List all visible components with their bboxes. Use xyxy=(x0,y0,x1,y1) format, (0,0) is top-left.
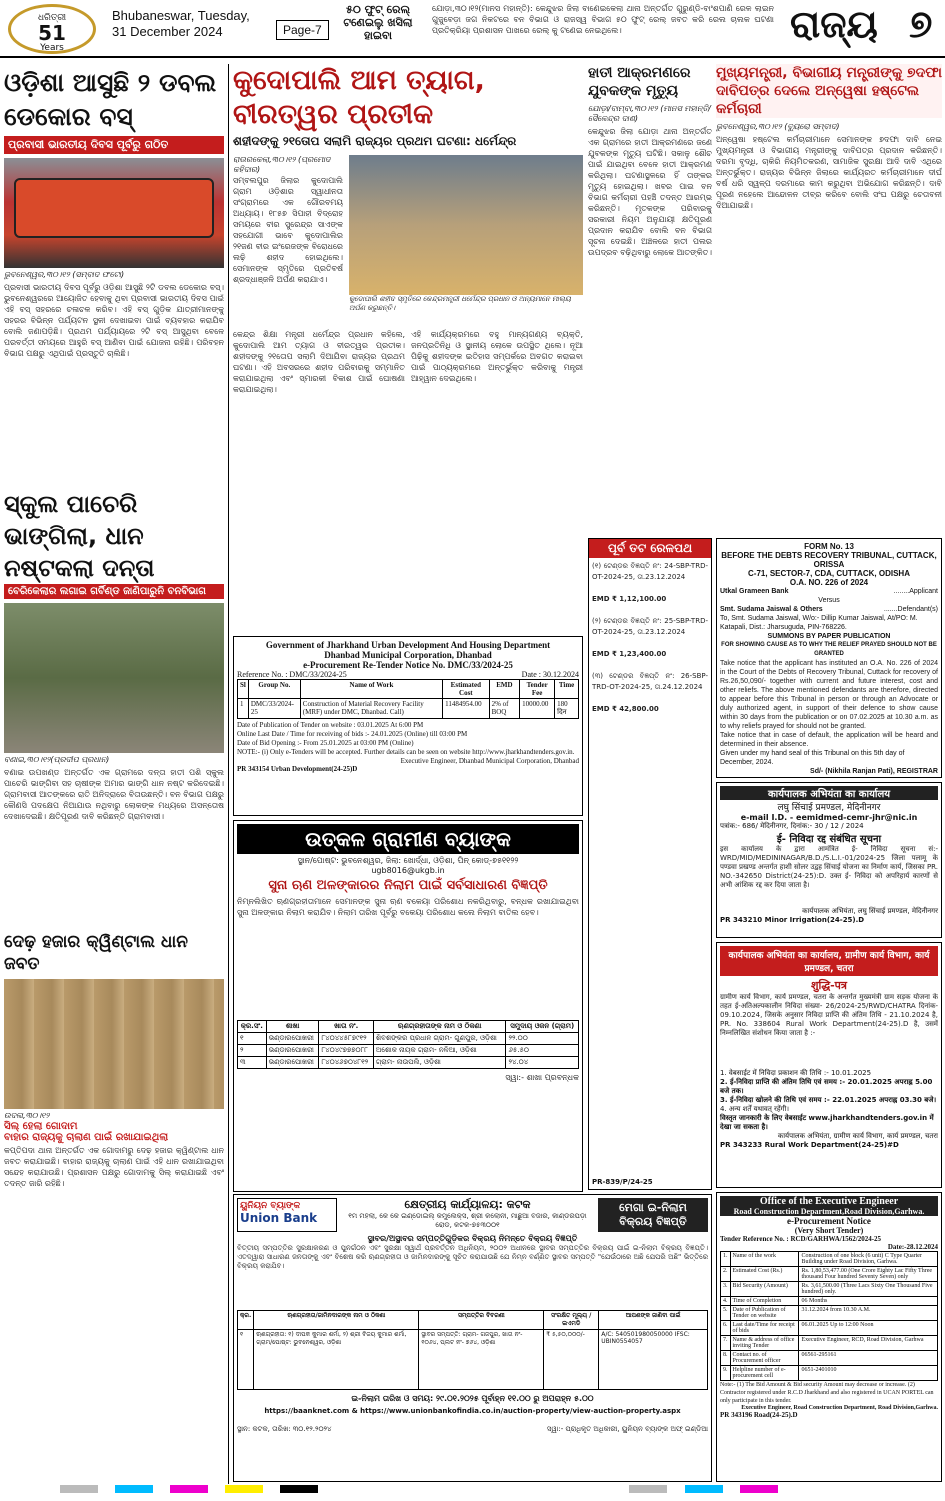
table-row xyxy=(721,1366,938,1381)
dmc-cell: 1 xyxy=(238,699,249,719)
elephant-headline: ହାତୀ ଆକ୍ରମଣରେ ଯୁବକଙ୍କ ମୃତ୍ୟୁ xyxy=(588,65,691,99)
color-mark xyxy=(170,1485,208,1493)
dmc-signer: Executive Engineer, Dhanbad Municipal Corporation, Dhanbad xyxy=(400,757,579,765)
drt-form: FORM No. 13 xyxy=(804,542,854,551)
chatra-item: 2. ई-निविदा प्राप्ति की अंतिम तिथि एवं समय :- 20.01.2025 अपराह्न 5.00 बजे तक। xyxy=(720,1078,933,1095)
table-row xyxy=(721,1336,938,1351)
school-wall-photo xyxy=(4,603,224,753)
paddy-sacks-photo xyxy=(4,979,224,1109)
table-row xyxy=(721,1297,938,1306)
dmc-col-cost: Estimated Cost xyxy=(443,680,489,699)
hostel-body: ଅନ୍ୱେଷା ହଷ୍ଟେଲ କର୍ମଚାରୀମାନେ ସେମାନଙ୍କ ୭ଦଫା ଦାବି ନେଇ ମୁଖ୍ୟମନ୍ତ୍ରୀ ଓ ବିଭାଗୀୟ ମନ୍ତ୍ରୀଙ୍କୁ ଦାବିପତ୍ର ପ୍ରଦାନ କରିଛନ୍ତି। ଦରମା ବୃଦ୍ଧି, ଚାକିରି ନିୟମିତକରଣ, ସାମାଜିକ ସୁରକ୍ଷା ଆଦି ଦାବି ଏଥିରେ ଅନ୍ତର୍ଭୁକ୍ତ। ରାଜ୍ୟର ବିଭିନ୍ନ ଜିଲାରେ କାର୍ଯ୍ୟରତ କର୍ମଚାରୀମାନେ ଦୀର୍ଘ ବର୍ଷ ଧରି ସ୍ୱଳ୍ପ ଦରମାରେ କାମ କରୁଥିବା ଅଭିଯୋଗ କରିଛନ୍ତି। ଦାବି ପୂରଣ ନହେଲେ ଆନ୍ଦୋଳନ ତୀବ୍ର କରିବେ ବୋଲି ସଂଘ ପକ୍ଷରୁ ଚେତାବନୀ ଦିଆଯାଇଛି। xyxy=(716,135,942,210)
chatra-notice-title: शुद्धि-पत्र xyxy=(810,979,847,992)
teaser-brief: ଯୋଡ଼ା,୩୦।୧୨(ମାନସ ମହାନ୍ତି): କେନ୍ଦୁଝର ଜିଲା ବାଣେଇକେଲା ଥାନା ଅନ୍ତର୍ଗତ ଗୁରୁଣ୍ଡି-ବାଂଶପାଣି ରେଳ ଲାଇନ ଗୁଜୁବେଡ଼ା ଜଗ ନିକଟରେ ବନ ବିଭାଗ ଓ ରାଜସ୍ୱ ବିଭାଗ ୫୦ ଫୁଟ୍ ରେଲ୍ ଜବତ କରି ରେଲ ଚାଲକ ଘଟଣା ପ୍ରତିକ୍ରିୟା ପ୍ରଶାସନ ପାଖରେ ରେଲ୍ କୁ ଟଣେଇ ନେଇଥିଲେ। xyxy=(432,4,774,35)
drt-body: Take notice that the applicant has instituted an O.A. No. 226 of 2024 in the Court of the Debts of Recovery Tribunal, Cuttack for recovery of Rs.26,50,090/- together with current and future interest, cost and other reliefs. The above mentioned defendants are therefore, directed to appear before this Tribunal in person or through an Advocate or duly authorized agent, in support of their defence to show cause within 30 days from the publication or on 07.02.2025 at 10.30 a.m. as to why reliefs prayed for should not be granted. xyxy=(720,660,938,730)
chatra-item: 1. वेबसाईट में निविदा प्रकाशन की तिथि :- 10.01.2025 xyxy=(720,1069,872,1077)
masthead xyxy=(0,0,945,58)
anniversary-logo xyxy=(8,4,96,54)
garhwa-cell: 0651-2401010 xyxy=(799,1366,938,1381)
garhwa-date: Date:-28.12.2024 xyxy=(887,1243,938,1251)
utkal-cell: ୩ xyxy=(238,1057,267,1069)
bus-photo xyxy=(4,158,224,268)
garhwa-cell: 06561-295161 xyxy=(799,1351,938,1366)
union-col: ସମ୍ପତ୍ତିର ବିବରଣୀ xyxy=(419,1311,544,1330)
school-headline: ସ୍କୁଲ ପାଚେରି ଭାଙ୍ଗିଲା, ଧାନ ନଷ୍ଟକଲା ଦନ୍ତା xyxy=(4,490,155,582)
drt-title: BEFORE THE DEBTS RECOVERY TRIBUNAL, CUTTACK, ORISSA xyxy=(721,551,937,569)
dmc-cell: 11484954.00 xyxy=(443,699,489,719)
bus-headline: ଓଡ଼ିଶା ଆସୁଛି ୨ ଡବଲ ଡେକୋର ବସ୍ xyxy=(4,68,217,131)
ecor-emd-1: EMD ₹ 1,12,100.00 xyxy=(592,595,667,603)
utkal-cell: ଭଣ୍ଡାରପୋଖରୀ xyxy=(266,1057,319,1069)
utkal-cell: ଶିବଶଙ୍କର ପ୍ରଧାନ ଗ୍ରାମ- ଗୁଣପୁର, ଓଡ଼ିଶା xyxy=(373,1033,506,1045)
garhwa-tender-ad xyxy=(716,1192,942,1482)
union-cell: ସ୍ଥାବର ସମ୍ପତ୍ତି: ଗ୍ରାମ- ଗଜପୁର, ଖାତା ନଂ- ୧୦୬୪, ପ୍ଲଟ ନଂ- ୭୬୪, ଓଡ଼ିଶା xyxy=(419,1330,544,1390)
utkal-bank-email: ugb8016@ukgb.in xyxy=(371,866,445,875)
garhwa-cell: 4. xyxy=(721,1297,731,1306)
bus-subheadline: ପ୍ରବାସୀ ଭାରତୀୟ ଦିବସ ପୂର୍ବରୁ ଗଠିତ xyxy=(4,136,224,154)
color-mark xyxy=(225,1485,263,1493)
union-col: କ୍ର. xyxy=(238,1311,254,1330)
dmc-date-1: Date of Publication of Tender on website : 03.01.2025 At 6:00 PM xyxy=(237,721,424,729)
logo-subtext: Years xyxy=(40,43,64,53)
garhwa-cell: Executive Engineer, RCD, Road Division, Garhwa xyxy=(799,1336,938,1351)
union-col: ଋଣଗ୍ରହୀତା/ଜାମିନଦାରଙ୍କ ନାମ ଓ ଠିକଣା xyxy=(254,1311,419,1330)
dmc-cell: 180 दिन xyxy=(555,699,579,719)
drt-address: C-71, SECTOR-7, CDA, CUTTACK, ODISHA xyxy=(748,569,910,578)
union-cell: A/C: 540501980050000 IFSC: UBIN0554057 xyxy=(599,1330,708,1390)
garhwa-ref: Tender Reference No. : RCD/GARHWA/1562/2024-25 xyxy=(720,1235,882,1243)
garhwa-cell: Rs. 1,80,53,477.00 (One Crore Eighty Lac Fifty Three thousand Four hundred Seventy Seven) only xyxy=(799,1267,938,1282)
union-col: ଆପଣଙ୍କ ଜାଣିବା ପାଇଁ xyxy=(599,1311,708,1330)
hostel-dateline: ଭୁବନେଶ୍ୱର,୩୦।୧୨ (ବ୍ୟୁରୋ ସମ୍ବାଦ) xyxy=(716,122,840,131)
garhwa-cell: Name of the work xyxy=(730,1252,799,1267)
medini-title: कार्यपालक अभियंता का कार्यालय xyxy=(720,786,938,800)
medini-email: e-mail I.D. - eemidmed-cemr-jhr@nic.in xyxy=(740,813,918,822)
dmc-col-time: Time xyxy=(555,680,579,699)
color-mark xyxy=(685,1485,723,1493)
garhwa-signer: Executive Engineer, Road Construction Department, Road Division,Garhwa. xyxy=(741,1405,938,1411)
ecor-item-2: (୨) ଟେଣ୍ଡର ବିଜ୍ଞପ୍ତି ନଂ: 25-SBP-TRD-OT-2024-25, ତା.23.12.2024 xyxy=(592,617,708,636)
garhwa-cell: Rs. 3,61,500.00 (Three Lacs Sixty One Thousand Five hundred) only. xyxy=(799,1282,938,1297)
utkal-signer: ସ୍ୱା:- ଶାଖା ପ୍ରବନ୍ଧକ xyxy=(505,1073,579,1082)
lead-body-2: କେନ୍ଦ୍ର ଶିକ୍ଷା ମନ୍ତ୍ରୀ ଧର୍ମେନ୍ଦ୍ର ପ୍ରଧାନ କହିଲେ, କୁଦୋପାଲି ଆମ ତ୍ୟାଗ ଓ ବୀରତ୍ୱର ପ୍ରତୀକ। ଶହୀଦଙ୍କୁ ୨୧ତୋପ ସଲାମି ଦିଆଯିବା ରାଜ୍ୟର ପ୍ରଥମ ଘଟଣା। ଏହି ଅବସରରେ ଶହୀଦ ପରିବାରକୁ ସମ୍ମାନିତ କରାଯାଇଥିଲା ଏବଂ ସ୍ମାରକୀ ବିକାଶ ପାଇଁ ଘୋଷଣା କରାଯାଇଥିଲା। xyxy=(233,330,405,394)
drt-summons-sub: FOR SHOWING CAUSE AS TO WHY THE RELIEF PRAYED SHOULD NOT BE GRANTED xyxy=(721,642,937,657)
lead-subheadline: ଶହୀଦଙ୍କୁ ୨୧ତୋପ ସଲାମି ରାଜ୍ୟର ପ୍ରଥମ ଘଟଣା: ଧର୍ମେନ୍ଦ୍ର xyxy=(233,134,517,148)
garhwa-table xyxy=(720,1251,938,1381)
print-color-marks xyxy=(0,1481,945,1497)
dmc-table xyxy=(237,679,579,719)
drt-applicant: Utkal Grameen Bank xyxy=(720,588,789,595)
utkal-col: ଋଣଗ୍ରହୀତାଙ୍କ ନାମ ଓ ଠିକଣା xyxy=(373,1021,506,1033)
union-cell: ୧ xyxy=(238,1330,254,1390)
garhwa-cell: 6. xyxy=(721,1321,731,1336)
union-office: କ୍ଷେତ୍ରୀୟ କାର୍ଯ୍ୟାଳୟ: କଟକ xyxy=(404,1198,531,1211)
dmc-title-1: Government of Jharkhand Urban Development And Housing Department xyxy=(265,640,551,650)
garhwa-cell: 7. xyxy=(721,1336,731,1351)
utkal-cell: ୬୫.୫୦ xyxy=(506,1045,579,1057)
logo-text: ଧରିତ୍ରୀ xyxy=(37,13,67,23)
elephant-dateline: ଯୋଡ଼ା/ବାମ୍ବା,୩୦।୧୨ (ମାନସ ମହାନ୍ତି/ସୈଳେନ୍ଦ୍ର ଦାଶ) xyxy=(588,104,711,123)
chatra-signer: कार्यपालक अभियंता, ग्रामीण कार्य विभाग, कार्य प्रमण्डल, चतरा xyxy=(777,1132,938,1140)
color-mark xyxy=(740,1485,778,1493)
garhwa-pr: PR 343196 Road(24-25).D xyxy=(720,1411,798,1419)
table-row xyxy=(721,1321,938,1336)
paddy-bullet-1: ସିଲ୍ ହେଲା ଗୋଦାମ xyxy=(4,1121,78,1132)
garhwa-cell: Bid Security (Amount) xyxy=(730,1282,799,1297)
garhwa-cell: Time of Completion xyxy=(730,1297,799,1306)
lead-body-3: ଏହି କାର୍ଯ୍ୟକ୍ରମରେ ବହୁ ମାନ୍ୟଗଣ୍ୟ ବ୍ୟକ୍ତି, ଜନପ୍ରତିନିଧି ଓ ସ୍ଥାନୀୟ ଲୋକେ ଉପସ୍ଥିତ ଥିଲେ। ନୂଆ ପିଢ଼ିକୁ ଶହୀଦଙ୍କ ଇତିହାସ ସମ୍ପର୍କରେ ଅବଗତ କରାଇବା ପାଇଁ ପାଠ୍ୟକ୍ରମରେ ଅନ୍ତର୍ଭୁକ୍ତ କରିବାକୁ ମନ୍ତ୍ରୀ ଆହ୍ୱାନ ଦେଇଥିଲେ। xyxy=(411,330,583,383)
drt-defendant-role: .......Defendant(s) xyxy=(883,606,938,613)
elephant-story xyxy=(588,64,712,534)
dmc-date-2: Online Last Date / Time for receiving of bids :- 24.01.2025 (Online) till 03:00 PM xyxy=(237,730,468,738)
drt-versus: Versus xyxy=(818,597,840,604)
medininagar-notice-ad xyxy=(716,782,942,938)
garhwa-cell: 8. xyxy=(721,1351,731,1366)
paddy-body: କପ୍ତିପଦା ଥାନା ଅନ୍ତର୍ଗତ ଏକ ଗୋଦାମରୁ ଦେଢ଼ ହଜାର କ୍ୱିଣ୍ଟାଲ ଧାନ ଜବତ କରାଯାଇଛି। ବାହାର ରାଜ୍ୟକୁ ଚାଲାଣ ପାଇଁ ଏହି ଧାନ ରଖାଯାଇଥିବା ସନ୍ଦେହ କରାଯାଉଛି। ପ୍ରଶାସନ ପକ୍ଷରୁ ଗୋଦାମକୁ ସିଲ୍ କରାଯାଇଛି ଏବଂ ତଦନ୍ତ ଜାରି ରହିଛି। xyxy=(4,1146,224,1188)
lead-dateline: ରାଉରକେଲା,୩୦।୧୨ (ପ୍ରମୋଦ କହିଦାର) xyxy=(233,155,331,174)
dmc-title-3: e-Procurement Re-Tender Notice No. DMC/33/2024-25 xyxy=(303,660,513,670)
dmc-cell: 2% of BOQ xyxy=(489,699,520,719)
union-mega-title: ମେଗା ଇ-ନିଲାମ ବିକ୍ରୟ ବିଜ୍ଞପ୍ତି xyxy=(598,1198,708,1232)
union-table xyxy=(237,1310,708,1390)
dmc-tender-ad xyxy=(233,636,583,816)
table-row xyxy=(721,1252,938,1267)
union-office-address: ୧ମ ମହଲା, କେ କେ ଇଣ୍ଡୋଇଲ୍ କମ୍ପ୍ଲେକ୍ସ, ଶ୍ରୀ କଲୋନୀ, ମାଛୁଆ ବଜାର, କାଣ୍ଡରପଡ଼ା ରୋଡ, କଟକ-୭୫୩୦୦୧ xyxy=(348,1212,587,1229)
chatra-body: ग्रामीण कार्य विभाग, कार्य प्रमण्डल, चतरा के अन्तर्गत मुख्यमंत्री ग्राम सड़क योजना के तहत ई-अतिअल्पकालीन निविदा संख्या- 26/2024-25/RWD/CHATRA दिनांक- 09.10.2024, जिसके अनुसार निविदा प्राप्ति की अंतिम तिथि - 21.10.2024 है, PR. No. 338604 Rural Work Department(24-25).D है, उसमें निम्नलिखित संशोधन किया जाता है :- xyxy=(720,993,938,1037)
medini-sub: लघु सिंचाई प्रमण्डल, मेदिनीनगर xyxy=(777,803,881,813)
garhwa-cell: 06 Months xyxy=(799,1297,938,1306)
ecor-tender-ad xyxy=(588,538,712,1190)
utkal-cell: ୮୪୦୪୬୭୦୪୮୧୨ xyxy=(319,1057,373,1069)
drt-given: Given under my hand seal of this Tribunal on this 5th day of December, 2024. xyxy=(720,750,905,766)
dmc-col-emd: EMD xyxy=(489,680,520,699)
chatra-pr: PR 343233 Rural Work Department(24-25)#D xyxy=(720,1141,899,1149)
lead-photo xyxy=(349,155,583,295)
chatra-web: विस्तृत जानकारी के लिए वेबसाईट www.jharkhandtenders.gov.in में देखा जा सकता है। xyxy=(720,1114,934,1131)
utkal-cell: ୨ xyxy=(238,1045,267,1057)
section-title xyxy=(790,2,932,47)
garhwa-cell: 06.01.2025 Up to 12:00 Noon xyxy=(799,1321,938,1336)
lead-story xyxy=(233,64,583,634)
ecor-emd-2: EMD ₹ 1,23,400.00 xyxy=(592,650,667,658)
page-number: Page-7 xyxy=(276,20,329,40)
utkal-cell: ୮୪୦୪୯୭୭୭୦୮୮ xyxy=(319,1045,373,1057)
dmc-date-3: Date of Bid Opening :- From 25.01.2025 at 03:00 PM (Online) xyxy=(237,739,414,747)
utkal-cell: ୨୨.୦୦ xyxy=(506,1033,579,1045)
dmc-cell: Construction of Material Recovery Facility (MRF) under DMC, Dhanbad. Call) xyxy=(300,699,442,719)
color-mark xyxy=(629,1485,667,1493)
union-intro: ସ୍ଥାବର/ଅସ୍ଥାବର ସମ୍ପତ୍ତିଗୁଡ଼ିକର ବିକ୍ରୟ ନିମନ୍ତେ ବିକ୍ରୟ ବିଜ୍ଞପ୍ତି xyxy=(367,1234,578,1243)
union-signer: ସ୍ୱା:- ପ୍ରାଧିକୃତ ଅଧିକାରୀ, ୟୁନିୟନ ବ୍ୟାଙ୍କ ଅଫ୍ ଇଣ୍ଡିଆ xyxy=(546,1425,708,1433)
ecor-emd-3: EMD ₹ 42,800.00 xyxy=(592,705,659,713)
medini-signer: कार्यपालक अभियंता, लघु सिंचाई प्रमण्डल, मेदिनीनगर xyxy=(802,907,938,915)
union-website[interactable]: https://baanknet.com & https://www.unionbankofindia.co.in/auction-property/view-auction-property.aspx xyxy=(264,1407,681,1415)
logo-number: 51 xyxy=(38,21,66,45)
dmc-col-work: Name of Work xyxy=(300,680,442,699)
lead-headline: କୁଦୋପାଲି ଆମ ତ୍ୟାଗ, ବୀରତ୍ୱର ପ୍ରତୀକ xyxy=(233,65,485,130)
garhwa-cell: 5. xyxy=(721,1306,731,1321)
table-row xyxy=(238,1033,579,1045)
utkal-cell: ଅଶୋକ ନାୟକ ଗ୍ରାମ- ନଳିଆ, ଓଡ଼ିଶା xyxy=(373,1045,506,1057)
dmc-col-sl: Sl xyxy=(238,680,249,699)
chatra-corrigendum-ad xyxy=(716,942,942,1188)
lead-body-1: ସମ୍ବଲପୁର ଜିଲାର କୁଦୋପାଲି ଗ୍ରାମ ଓଡ଼ିଶାର ସ୍ୱାଧୀନତା ସଂଗ୍ରାମରେ ଏକ ଗୌରବମୟ ଅଧ୍ୟାୟ। ୧୮୫୭ ସିପାହୀ ବିଦ୍ରୋହ ସମୟରେ ବୀର ସୁରେନ୍ଦ୍ର ସାଏଙ୍କ ସହଯୋଗୀ ଭାବେ କୁଦୋପାଲିର ୨୧ଜଣ ବୀର ଇଂରେଜଙ୍କ ବିରୋଧରେ ଲଢ଼ି ଶହୀଦ ହୋଇଥିଲେ। ସେମାନଙ୍କ ସ୍ମୃତିରେ ପ୍ରତିବର୍ଷ ଶ୍ରଦ୍ଧାଞ୍ଜଳି ଅର୍ପଣ କରାଯାଏ। xyxy=(233,176,343,284)
table-row xyxy=(238,1045,579,1057)
dmc-pr: PR 343154 Urban Development(24-25)D xyxy=(237,765,358,773)
medini-body: इस कार्यालय के द्वारा आमंत्रित ई- निविदा सूचना सं:- WRD/MID/MEDININAGAR/B.D./S.L.I.-01/2024-25 जिला पलामू के पण्डवा प्रखण्ड अन्तर्गत हाशी सोलर उद्वह सिंचाई योजना का निर्माण कार्य, जिसका PR. NO.-342650 District(24-25):D. उक्त ई- निविदा को अपरिहार्य कारणों से अभी आंशिक रद्द कर दिया जाता है। xyxy=(720,845,938,889)
utkal-table xyxy=(237,1020,579,1069)
union-bank-ad xyxy=(233,1194,712,1482)
utkal-auction-body: ନିମ୍ନଲିଖିତ ଋଣଗ୍ରହୀତାମାନେ ସେମାନଙ୍କ ସୁନା ଋଣ ବକେୟା ପରିଶୋଧ ନକରିଥିବାରୁ, ବନ୍ଧକ ରଖାଯାଇଥିବା ସୁନା ଅଳଙ୍କାର ନିଲାମ କରାଯିବ। ନିଲାମ ତାରିଖ ପୂର୍ବରୁ ବକେୟା ପରିଶୋଧ କଲେ ନିଲାମ ବାତିଲ ହେବ। xyxy=(237,897,579,917)
garhwa-cell: Last date/Time for receipt of bids xyxy=(730,1321,799,1336)
union-cell: ₹ ୫,୫୦,୦୦୦/- xyxy=(544,1330,599,1390)
drt-summons: SUMMONS BY PAPER PUBLICATION xyxy=(767,633,891,640)
utkal-col: ସମୁଦାୟ ଓଜନ (ଗ୍ରାମ) xyxy=(506,1021,579,1033)
dmc-date: Date : 30.12.2024 xyxy=(521,670,579,679)
utkal-col: ଖାତା ନଂ. xyxy=(319,1021,373,1033)
medini-notice-title: ई- निविदा रद्द संबंधित सूचना xyxy=(776,834,882,845)
chatra-item: 4. अन्य शर्तें यथावत् रहेंगी। xyxy=(720,1105,790,1113)
table-row xyxy=(721,1306,938,1321)
hostel-staff-story xyxy=(716,64,942,534)
color-mark xyxy=(280,1485,318,1493)
dmc-ref: Reference No. : DMC/33/2024-25 xyxy=(237,670,347,679)
dmc-cell: 10000.00 xyxy=(520,699,555,719)
utkal-bank-name: ଉତ୍କଳ ଗ୍ରାମୀଣ ବ୍ୟାଙ୍କ xyxy=(237,824,579,854)
ecor-pr: PR-839/P/24-25 xyxy=(592,1178,653,1186)
dateline xyxy=(112,8,250,40)
medini-ref: पत्रांक:- 686/ मेदिनीनगर, दिनांक:- 30 / 12 / 2024 xyxy=(720,822,864,830)
union-auction-date: ଇ-ନିଲାମ ତାରିଖ ଓ ସମୟ: ୨୯.୦୧.୨୦୨୫ ପୂର୍ବାହ୍ନ ୧୧.୦୦ ରୁ ଅପରାହ୍ନ ୫.୦୦ xyxy=(351,1394,594,1403)
dmc-col-fee: Tender Fee xyxy=(520,680,555,699)
left-column xyxy=(4,66,224,1486)
lead-caption: କୁଦୋପାଲି ଶହୀଦ ସ୍ମୃତିରେ କେନ୍ଦ୍ରମନ୍ତ୍ରୀ ଧର୍ମେନ୍ଦ୍ର ପ୍ରଧାନ ଓ ଅନ୍ୟମାନେ ମାଲ୍ୟ ଅର୍ପଣ କରୁଛନ୍ତି। xyxy=(349,295,571,312)
utkal-cell: ୮୪୦୪୪୫୮୭୯୧୨ xyxy=(319,1033,373,1045)
column-divider xyxy=(228,64,229,1484)
section-name: ରାଜ୍ୟ xyxy=(790,2,878,46)
bus-shape xyxy=(14,178,214,238)
paddy-headline: ଦେଢ଼ ହଜାର କ୍ୱିଣ୍ଟାଲ ଧାନ ଜବତ xyxy=(4,932,188,974)
dmc-title-2: Dhanbad Municipal Corporation, Dhanbad xyxy=(324,650,492,660)
table-row xyxy=(238,1057,579,1069)
union-brand: Union Bank xyxy=(240,1211,318,1225)
dmc-col-group: Group No. xyxy=(248,680,300,699)
bus-dateline: ଭୁବନେଶ୍ୱର,୩୦।୧୨ (ସମ୍ବାଦ ଫଟୋ) xyxy=(4,270,125,279)
garhwa-title: Office of the Executive Engineer xyxy=(720,1196,938,1207)
dmc-note: NOTE:- (i) Only e-Tenders will be accepted. Further details can be seen on website http://www.jharkhandtenders.gov.in. xyxy=(237,748,575,756)
section-page: ୭ xyxy=(909,2,933,46)
utkal-cell: ଗ୍ରାମ- ନାଉପଲି, ଓଡ଼ିଶା xyxy=(373,1057,506,1069)
utkal-col: କ୍ର.ସଂ. xyxy=(238,1021,267,1033)
union-brand-odia: ୟୁନିୟନ ବ୍ୟାଙ୍କ xyxy=(240,1201,301,1211)
garhwa-cell: Estimated Cost (Rs.) xyxy=(730,1267,799,1282)
drt-registrar: Sd/- (Nikhila Ranjan Pati), REGISTRAR xyxy=(810,768,938,775)
chatra-item: 3. ई-निविदा खोलने की तिथि एवं समय :- 22.01.2025 अपराह्न 03.30 बजे। xyxy=(720,1096,937,1104)
school-dateline: ବଣାଇ,୩୦।୧୨(ପ୍ରଦୀପ ପ୍ରଧାନ) xyxy=(4,755,110,764)
table-row xyxy=(238,699,579,719)
drt-oa: O.A. NO. 226 of 2024 xyxy=(789,578,869,587)
utkal-bank-ad xyxy=(233,820,583,1192)
teaser-headline: ୫୦ ଫୁଟ୍ ରେଲ୍ ଟଣେଇଲୁ ଖସିଲା ହାଇବା xyxy=(343,3,413,42)
utkal-cell: ଭଣ୍ଡାରପୋଖରୀ xyxy=(266,1033,319,1045)
union-col: ସଂରକ୍ଷିତ ମୂଲ୍ୟ / ଇଏମଡି xyxy=(544,1311,599,1330)
garhwa-cell: Contact no. of Procurement officer xyxy=(730,1351,799,1366)
color-mark xyxy=(115,1485,153,1493)
garhwa-cell: 1. xyxy=(721,1252,731,1267)
bus-body: ପ୍ରବାସୀ ଭାରତୀୟ ଦିବସ ପୂର୍ବରୁ ଓଡ଼ିଶା ଆସୁଛି ୨ଟି ଡବଲ ଡେକୋର ବସ୍। ଭୁବନେଶ୍ୱରରେ ଆୟୋଜିତ ହେବାକୁ ଥିବା ପ୍ରବାସୀ ଭାରତୀୟ ଦିବସ ପାଇଁ ଏହି ବସ୍ ସହରରେ ଚଳାଚଳ କରିବ। ଏହି ବସ୍ ଗୁଡ଼ିକ ଯାତ୍ରୀମାନଙ୍କୁ ସହରର ବିଭିନ୍ନ ପର୍ଯ୍ୟଟନ ସ୍ଥଳୀ ଦେଖାଇବା ପାଇଁ ବ୍ୟବହାର କରାଯିବ ବୋଲି ଜଣାପଡ଼ିଛି। ପ୍ରଥମ ପର୍ଯ୍ୟାୟରେ ୨ଟି ବସ୍ ଆସୁଥିବା ବେଳେ ପରବର୍ତ୍ତୀ ସମୟରେ ଆହୁରି ବସ୍ ଆଣିବା ପାଇଁ ଯୋଜନା ରହିଛି। ପରିବହନ ବିଭାଗ ପକ୍ଷରୁ ଏଥିପାଇଁ ପ୍ରସ୍ତୁତି ଚାଲିଛି। xyxy=(4,283,224,358)
garhwa-cell: 9. xyxy=(721,1366,731,1381)
garhwa-notice: e-Procurement Notice xyxy=(787,1216,871,1226)
utkal-cell: ୨୪.୦୪ xyxy=(506,1057,579,1069)
union-place-date: ସ୍ଥାନ: କଟକ, ତାରିଖ: ୩୦.୧୨.୨୦୨୪ xyxy=(237,1425,332,1433)
table-row xyxy=(721,1267,938,1282)
chatra-title: कार्यपालक अभियंता का कार्यालय, ग्रामीण कार्य विभाग, कार्य प्रमण्डल, चतरा xyxy=(720,946,938,976)
drt-to: To, Smt. Sudama Jaiswal, W/o:- Dillip Kumar Jaiswal, At/PO: M. Katapali, Dist.: Jharsuguda, PIN-768226. xyxy=(720,615,918,631)
garhwa-cell: 2. xyxy=(721,1267,731,1282)
ecor-item-3: (୩) ଟେଣ୍ଡର ବିଜ୍ଞପ୍ତି ନଂ: 26-SBP-TRD-OT-2024-25, ତା.24.12.2024 xyxy=(592,672,708,691)
utkal-bank-address: ସ୍ଥାନ/ପୋଷ୍ଟ: ଭୁବନେଶ୍ୱର, ଜିଲା: ଖୋର୍ଦ୍ଧା, ଓଡ଼ିଶା, ପିନ୍ କୋଡ୍-୭୫୧୧୨୨ xyxy=(297,856,519,865)
ecor-title: ପୂର୍ବ ତଟ ରେଳପଥ xyxy=(589,539,711,558)
garhwa-note: Note:- (1) The Bid Amount & Bid security Amount may decrease or increase. (2) Contractor registered under R.C.D Jharkhand and also registered in UCAN PORTEL can only participate in this tender. xyxy=(720,1382,934,1404)
paddy-dateline: ଉଦଳା,୩୦।୧୨ xyxy=(4,1111,50,1120)
school-body: ବଣାଇ ଉପଖଣ୍ଡ ଅନ୍ତର୍ଗତ ଏକ ଗ୍ରାମରେ ଦନ୍ତା ହାତୀ ପଶି ସ୍କୁଲ ପାଚେରି ଭାଙ୍ଗିବା ସହ ଚାଷୀଙ୍କ ଅମାର ଭାଙ୍ଗି ଧାନ ନଷ୍ଟ କରିଦେଇଛି। ଗ୍ରାମବାସୀ ଆତଙ୍କରେ ରାତି ଅନିଦ୍ରାରେ ବିତାଉଛନ୍ତି। ବନ ବିଭାଗ ପକ୍ଷରୁ କୌଣସି ପଦକ୍ଷେପ ନିଆଯାଉ ନଥିବାରୁ ଲୋକଙ୍କ ମଧ୍ୟରେ ଅସନ୍ତୋଷ ଦେଖାଦେଇଛି। କ୍ଷତିପୂରଣ ଦାବି କରିଛନ୍ତି ଗ୍ରାମବାସୀ। xyxy=(4,768,224,821)
school-subheadline: ବେରିକେଲାର ଲଗାଇ ଗର୍ବିଣ୍ଡ ଜାଣିପାରୁନି ବନବିଭାଗ xyxy=(4,584,224,599)
union-bank-logo xyxy=(237,1198,337,1232)
ecor-item-1: (୧) ଟେଣ୍ଡର ବିଜ୍ଞପ୍ତି ନଂ: 24-SBP-TRD-OT-2024-25, ତା.23.12.2024 xyxy=(592,562,708,581)
garhwa-cell: Date of Publication of Tender on website xyxy=(730,1306,799,1321)
garhwa-cell: Helpline number of e-procurement cell xyxy=(730,1366,799,1381)
garhwa-cell: Name & address of office inviting Tender xyxy=(730,1336,799,1351)
union-cell: ଋଣଗ୍ରହୀତା: ୧) ଦୀପକ କୁମାର ଶର୍ମା, ୨) ଶ୍ରୀ ବିଜୟ କୁମାର ଶର୍ମା, ଗ୍ରାମ/ପୋଷ୍ଟ: ଭୁବନେଶ୍ୱର, ଓଡ଼ିଶା xyxy=(254,1330,419,1390)
utkal-auction-title: ସୁନା ଋଣ ଅଳଙ୍କାରର ନିଲାମ ପାଇଁ ସର୍ବସାଧାରଣ ବିଜ୍ଞପ୍ତି xyxy=(268,878,548,893)
garhwa-sub: Road Construction Department,Road Division,Garhwa. xyxy=(720,1207,938,1216)
utkal-cell: ୧ xyxy=(238,1033,267,1045)
color-mark xyxy=(60,1485,98,1493)
dmc-cell: DMC/33/2024-25 xyxy=(248,699,300,719)
table-row xyxy=(238,1330,708,1390)
elephant-body: କେନ୍ଦୁଝର ଜିଲା ଯୋଡ଼ା ଥାନା ଅନ୍ତର୍ଗତ ଏକ ଗ୍ରାମରେ ହାତୀ ଆକ୍ରମଣରେ ଜଣେ ଯୁବକଙ୍କ ମୃତ୍ୟୁ ଘଟିଛି। ସକାଳୁ ଶୌଚ ପାଇଁ ଯାଇଥିବା ବେଳେ ହାତୀ ଆକ୍ରମଣ କରିଥିଲା। ଘଟଣାସ୍ଥଳରେ ହିଁ ତାଙ୍କର ମୃତ୍ୟୁ ହୋଇଥିଲା। ଖବର ପାଇ ବନ ବିଭାଗ କର୍ମଚାରୀ ପହଞ୍ଚି ତଦନ୍ତ ଆରମ୍ଭ କରିଛନ୍ତି। ମୃତକଙ୍କ ପରିବାରକୁ ସରକାରୀ ନିୟମ ଅନୁଯାୟୀ କ୍ଷତିପୂରଣ ପ୍ରଦାନ କରାଯିବ ବୋଲି ବନ ବିଭାଗ ସୂଚନା ଦେଇଛି। ଅଞ୍ଚଳରେ ହାତୀ ପଲର ଉପଦ୍ରବ ବଢ଼ିଥିବାରୁ ଲୋକେ ଆତଙ୍କିତ। xyxy=(588,127,712,257)
union-body: ବିତ୍ତୀୟ ସମ୍ପତ୍ତିର ସୁରକ୍ଷାକରଣ ଓ ପୁନର୍ଗଠନ ଏବଂ ସୁରକ୍ଷା ସ୍ୱାର୍ଥ ପ୍ରବର୍ତ୍ତନ ଅଧିନିୟମ, ୨୦୦୨ ଅଧୀନରେ ସ୍ଥାବର ସମ୍ପତ୍ତିର ବିକ୍ରୟ ପାଇଁ ଇ-ନିଲାମ ବିକ୍ରୟ ବିଜ୍ଞପ୍ତି। ଏତଦ୍ୱାରା ସାଧାରଣ ଜନତାଙ୍କୁ ଏବଂ ବିଶେଷ କରି ଋଣଗ୍ରହୀତା ଓ ଜାମିନଦାରଙ୍କୁ ସୂଚିତ କରାଯାଉଛି ଯେ ନିମ୍ନ ବର୍ଣ୍ଣିତ ସ୍ଥାବର ସମ୍ପତ୍ତି "ଯେଉଁଠାରେ ଅଛି ଯେପରି ଅଛି" ଭିତ୍ତିରେ ବିକ୍ରୟ କରାଯିବ। xyxy=(237,1244,708,1270)
table-row xyxy=(721,1351,938,1366)
garhwa-cell: 31.12.2024 from 10.30 A.M. xyxy=(799,1306,938,1321)
city-day: Bhubaneswar, Tuesday, xyxy=(112,8,250,23)
utkal-cell: ଭଣ୍ଡାରପୋଖରୀ xyxy=(266,1045,319,1057)
drt-body-2: Take notice that in case of default, the application will be heard and determined in their absence. xyxy=(720,732,938,748)
drt-defendant: Smt. Sudama Jaiswal & Others xyxy=(720,606,823,613)
garhwa-cell: Construction of one block (6 unit) C Type Quarter Building under Road Division, Garhwa. xyxy=(799,1252,938,1267)
hostel-headline: ମୁଖ୍ୟମନ୍ତ୍ରୀ, ବିଭାଗୀୟ ମନ୍ତ୍ରୀଙ୍କୁ ୭ଦଫା ଦାବିପତ୍ର ଦେଲେ ଅନ୍ୱେଷା ହଷ୍ଟେଲ କର୍ମଚାରୀ xyxy=(716,65,942,117)
garhwa-sub2: (Very Short Tender) xyxy=(794,1226,864,1235)
table-row xyxy=(721,1282,938,1297)
utkal-col: ଶାଖା xyxy=(266,1021,319,1033)
paddy-bullet-2: ବାହାର ରାଜ୍ୟକୁ ଚାଲାଣ ପାଇଁ ରଖାଯାଇଥିଲା xyxy=(4,1132,169,1143)
issue-date: 31 December 2024 xyxy=(112,24,223,39)
drt-applicant-role: ........Applicant xyxy=(893,588,938,595)
medini-pr: PR 343210 Minor Irrigation(24-25).D xyxy=(720,916,865,924)
drt-summons-ad xyxy=(716,538,942,778)
garhwa-cell: 3. xyxy=(721,1282,731,1297)
